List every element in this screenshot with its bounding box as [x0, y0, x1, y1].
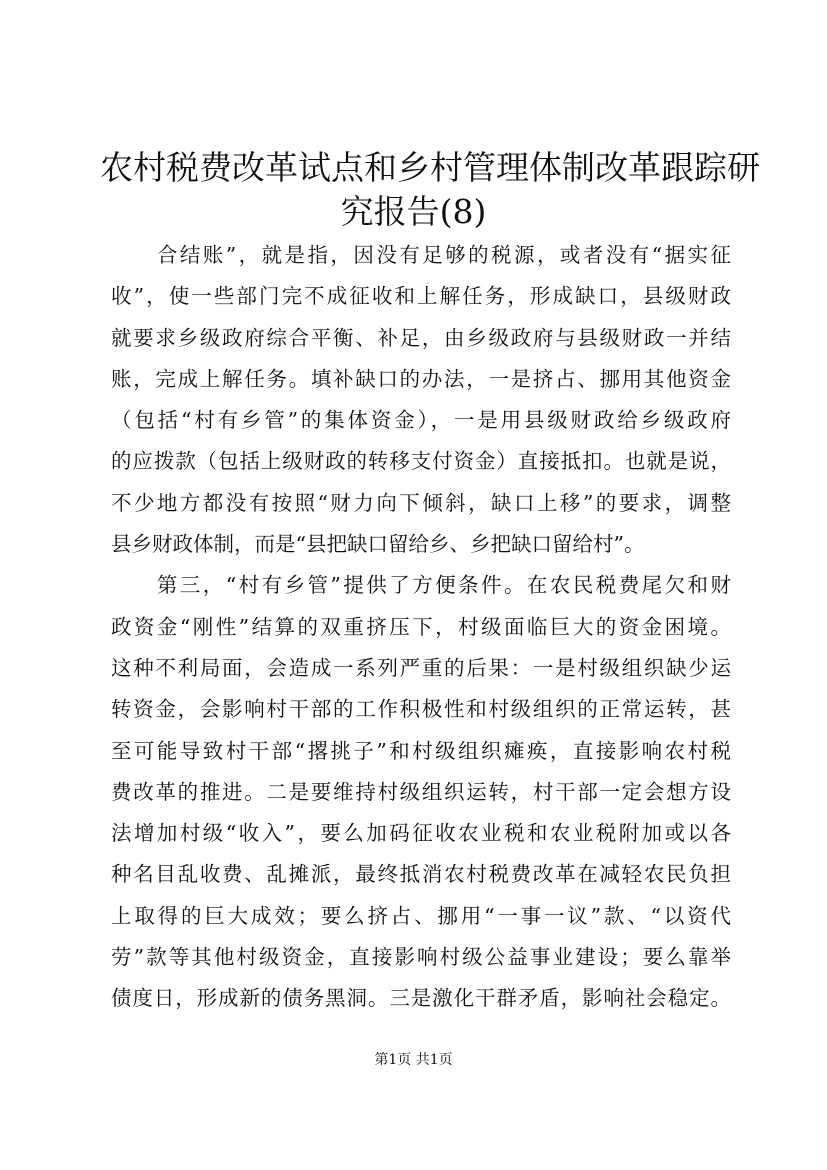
body-line: 合结账”，就是指，因没有足够的税源，或者没有“据实征: [111, 243, 731, 267]
body-line: 的应拨款（包括上级财政的转移支付资金）直接抵扣。也就是说，: [111, 449, 731, 474]
body-line: 政资金“刚性”结算的双重挤压下，村级面临巨大的资金困境。: [111, 614, 731, 639]
body-line: 账，完成上解任务。填补缺口的办法，一是挤占、挪用其他资金: [111, 366, 731, 391]
body-line: 就要求乡级政府综合平衡、补足，由乡级政府与县级财政一并结: [111, 325, 731, 350]
document-body: [111, 235, 731, 1020]
title-line-1: 农村税费改革试点和乡村管理体制改革跟踪研: [100, 148, 760, 187]
body-line: 至可能导致村干部“撂挑子”和村级组织瘫痪，直接影响农村税: [111, 738, 731, 763]
body-line: （包括“村有乡管”的集体资金），一是用县级财政给乡级政府: [111, 408, 731, 433]
body-line: 种名目乱收费、乱摊派，最终抵消农村税费改革在减轻农民负担: [111, 862, 731, 887]
body-line: 费改革的推进。二是要维持村级组织运转，村干部一定会想方设: [111, 779, 731, 804]
body-line: 劳”款等其他村级资金，直接影响村级公益事业建设；要么靠举: [111, 945, 731, 970]
body-line: 上取得的巨大成效；要么挤占、挪用“一事一议”款、“以资代: [111, 903, 731, 928]
page-number: 第1页 共1页: [374, 1052, 453, 1068]
page-footer: [0, 1050, 827, 1070]
body-line: 不少地方都没有按照“财力向下倾斜，缺口上移”的要求，调整: [111, 490, 731, 515]
body-line: 第三，“村有乡管”提供了方便条件。在农民税费尾欠和财: [111, 573, 731, 598]
body-line: 转资金，会影响村干部的工作积极性和村级组织的正常运转，甚: [111, 697, 731, 722]
title-line-2: 究报告(8): [340, 192, 487, 231]
body-line: 债度日，形成新的债务黑洞。三是激化干群矛盾，影响社会稳定。: [111, 986, 731, 1011]
body-line: 收”，使一些部门完不成征收和上解任务，形成缺口，县级财政: [111, 284, 731, 309]
body-line: 县乡财政体制，而是“县把缺口留给乡、乡把缺口留给村”。: [111, 532, 645, 557]
body-line: 这种不利局面，会造成一系列严重的后果：一是村级组织缺少运: [111, 655, 731, 680]
document-title: [100, 146, 760, 234]
body-line: 法增加村级“收入”，要么加码征收农业税和农业税附加或以各: [111, 821, 731, 846]
